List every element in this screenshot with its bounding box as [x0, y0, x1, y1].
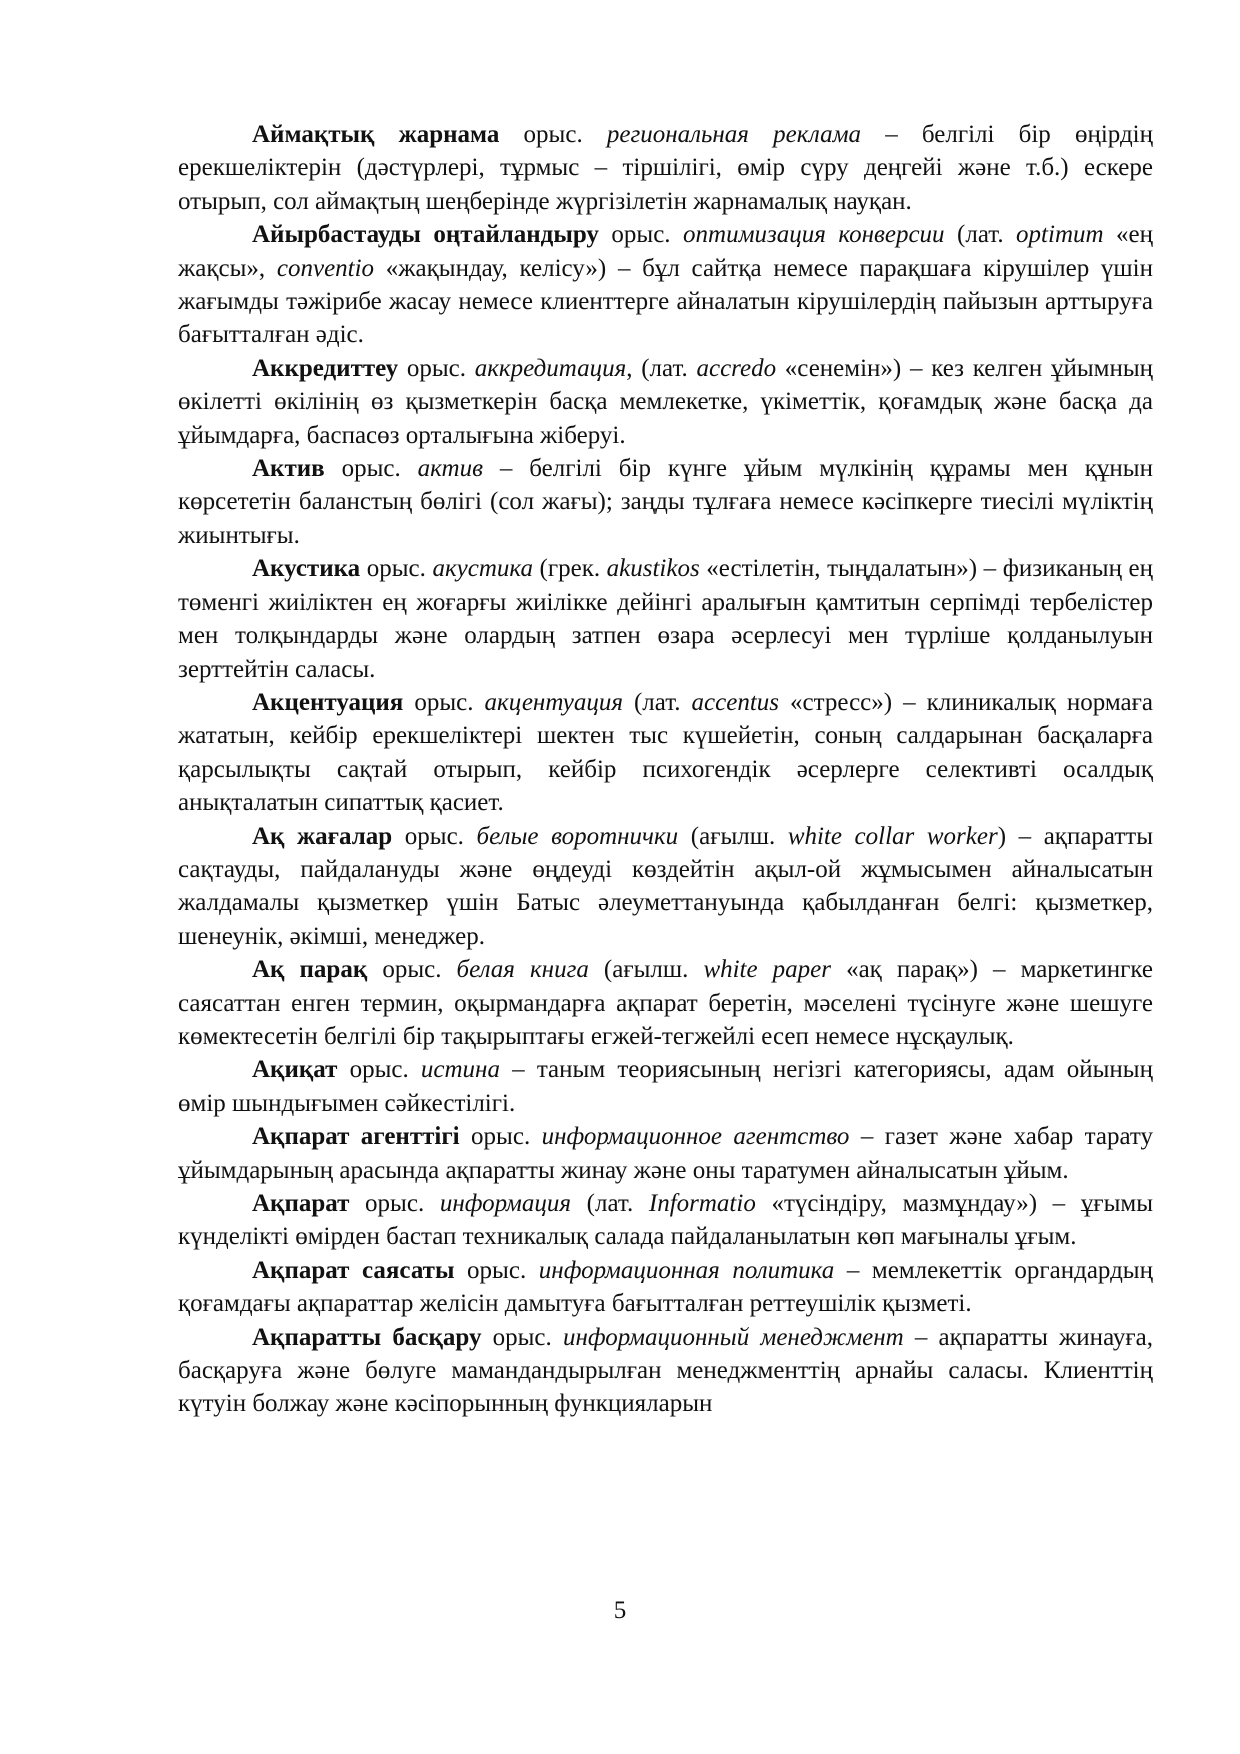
- entry-text: «сенемін») – кез келген ұйымның өкілетті өкілінің өз қызметкерін басқа мемлекетке, үкіметтік, қоғамдық және басқа да ұйымдарға, баспасөз орталығына жіберуі.: [178, 354, 1153, 449]
- entry-term: Аймақтық жарнама: [252, 121, 500, 148]
- entry-term: Ақпарат саясаты: [252, 1256, 455, 1284]
- entry-text: орыс.: [349, 1190, 440, 1217]
- entry-term: Ақпарат: [252, 1190, 350, 1217]
- entry-text: орыс.: [360, 555, 433, 583]
- entry-text: орыс.: [367, 956, 457, 984]
- entry-term: Акустика: [252, 555, 361, 583]
- entry-italic-text: white collar worker: [787, 822, 998, 850]
- entry-italic-text: akustikos: [606, 555, 700, 583]
- entry-italic-text: conventio: [276, 254, 375, 282]
- entry-text: – газет және хабар тарату ұйымдарының арасында ақпаратты жинау және оны таратумен айналысатын ұйым.: [178, 1123, 1153, 1184]
- glossary-entry: [178, 552, 1153, 686]
- entry-term: Айырбастауды оңтайландыру: [252, 221, 599, 249]
- entry-term: Ақ парақ: [252, 956, 368, 984]
- entry-italic-text: региональная реклама: [606, 121, 862, 148]
- entry-italic-text: accredo: [696, 354, 777, 382]
- entry-text: (грек.: [532, 555, 607, 583]
- entry-text: – белгілі бір күнге ұйым мүлкінің құрамы мен құнын көрсететін баланстың бөлігі (сол жағы); заңды тұлғаға немесе кәсіпкерге тиесілі мүліктің жиынтығы.: [178, 455, 1153, 549]
- glossary-entry: [178, 1321, 1153, 1421]
- entry-italic-text: акустика: [432, 555, 533, 583]
- glossary-entry: [178, 1120, 1153, 1187]
- entry-text: орыс.: [454, 1256, 539, 1284]
- entry-term: Аккредиттеу: [252, 354, 399, 382]
- entry-text: орыс.: [459, 1123, 542, 1151]
- entry-italic-text: белая книга: [456, 956, 589, 984]
- entry-text: – белгілі бір өңірдің ерекшеліктерін (дәстүрлері, тұрмыс – тіршілігі, өмір сүру деңгейі және т.б.) ескере отырып, сол аймақтың шеңберінде жүргізілетін жарнамалық науқан.: [178, 121, 1153, 215]
- entry-italic-text: информационное агентство: [541, 1123, 850, 1151]
- entry-text: орыс.: [403, 688, 485, 716]
- entry-italic-text: истина: [420, 1056, 500, 1084]
- entry-text: (лат.: [622, 688, 692, 716]
- entry-text: «түсіндіру, мазмұндау») – ұғымы күнделікті өмірден бастап техникалық салада пайдаланылатын көп мағыналы ұғым.: [178, 1190, 1153, 1251]
- entry-italic-text: optimum: [1016, 221, 1104, 249]
- entry-text: «стресс») – клиникалық нормаға жататын, кейбір ерекшеліктері шектен тыс күшейетін, соның салдарынан басқаларға қарсылықты сақтай отырып, кейбір психогендік әсерлерге селективті осалдық анықталатын сипаттық қасиет.: [178, 688, 1153, 817]
- entry-text: орыс.: [598, 221, 684, 249]
- entry-italic-text: акцентуация: [484, 688, 623, 716]
- entry-italic-text: белые воротнички: [476, 822, 679, 850]
- entry-text: «естілетін, тыңдалатын») – физиканың ең төменгі жиіліктен ең жоғарғы жиілікке дейінгі аралығын қамтитын серпімді тербелістер мен толқындарды және олардың затпен өзара әсерлесуі мен түрліше қолданылуын зерттейтін саласы.: [178, 555, 1153, 683]
- entry-italic-text: accentus: [691, 688, 780, 716]
- entry-italic-text: Informatio: [648, 1190, 756, 1217]
- page-number: 5: [613, 1597, 627, 1624]
- glossary-entry: [178, 352, 1153, 452]
- entry-term: Ақпаратты басқару: [252, 1323, 482, 1351]
- glossary-entry: [178, 686, 1153, 820]
- entry-text: орыс.: [398, 354, 475, 382]
- entry-text: , (лат.: [626, 354, 697, 382]
- entry-italic-text: информационный менеджмент: [562, 1323, 904, 1351]
- glossary-entry: [178, 452, 1153, 552]
- entry-italic-text: white paper: [703, 956, 831, 984]
- glossary-entry: [178, 820, 1153, 954]
- entry-text: «ақ парақ») – маркетингке саясаттан енген термин, оқырмандарға ақпарат беретін, мәселені түсінуге және шешуге көмектесетін белгілі бір тақырыптағы егжей-тегжейлі есеп немесе нұсқаулық.: [178, 956, 1153, 1050]
- glossary-entry: [178, 218, 1153, 352]
- entry-text: «ең жақсы»,: [178, 221, 1153, 282]
- entry-term: Актив: [252, 455, 325, 483]
- glossary-entry: [178, 1053, 1153, 1120]
- entry-term: Ақпарат агенттігі: [252, 1123, 460, 1151]
- entry-italic-text: актив: [417, 455, 483, 483]
- entry-text: орыс.: [481, 1323, 563, 1351]
- entry-italic-text: информационная политика: [538, 1256, 835, 1284]
- entry-text: орыс.: [324, 455, 418, 483]
- entry-text: (лат.: [571, 1190, 649, 1217]
- entry-text: ) – ақпаратты сақтауды, пайдалануды және өңдеуді көздейтін ақыл-ой жұмысымен айналысатын жалдамалы қызметкер үшін Батыс әлеуметтануында қабылданған белгі: қызметкер, шенеунік, әкімші, менеджер.: [178, 822, 1154, 950]
- entry-text: – ақпаратты жинауға, басқаруға және бөлуге мамандандырылған менеджменттің арнайы саласы. Клиенттің күтуін болжау және кәсіпорынның функцияларын: [178, 1323, 1153, 1418]
- entry-term: Ақиқат: [252, 1056, 338, 1084]
- entry-italic-text: аккредитация: [474, 354, 627, 382]
- entry-text: (лат.: [944, 221, 1017, 249]
- entry-text: орыс.: [392, 822, 477, 850]
- glossary-entry: [178, 1187, 1153, 1254]
- entry-term: Ақ жағалар: [252, 822, 393, 850]
- entry-text: – мемлекеттік органдардың қоғамдағы ақпараттар желісін дамытуға бағытталған реттеушілік қызметі.: [178, 1256, 1153, 1318]
- glossary-body: [178, 118, 1153, 1421]
- entry-text: – таным теориясының негізгі категориясы, адам ойының өмір шындығымен сәйкестілігі.: [178, 1056, 1153, 1117]
- entry-text: «жақындау, келісу») – бұл сайтқа немесе парақшаға кірушілер үшін жағымды тәжірибе жасау немесе клиенттерге айналатын кірушілердің пайызын арттыруға бағытталған әдіс.: [178, 254, 1153, 349]
- entry-text: (ағылш.: [678, 822, 788, 850]
- entry-term: Акцентуация: [252, 688, 404, 716]
- entry-text: орыс.: [499, 121, 607, 148]
- entry-italic-text: оптимизация конверсии: [683, 221, 945, 249]
- entry-text: (ағылш.: [588, 956, 704, 984]
- glossary-entry: [178, 953, 1153, 1053]
- glossary-entry: [178, 118, 1153, 218]
- entry-italic-text: информация: [439, 1190, 572, 1217]
- entry-text: орыс.: [337, 1056, 421, 1084]
- glossary-entry: [178, 1254, 1153, 1321]
